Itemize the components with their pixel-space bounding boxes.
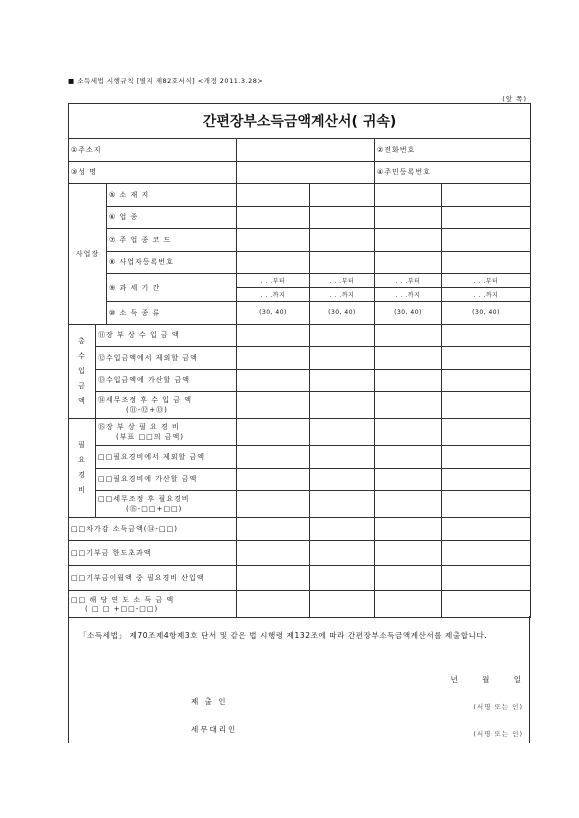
workplace-label: 사업장: [69, 184, 107, 325]
cell[interactable]: [310, 446, 375, 469]
period-from[interactable]: . . .부터: [310, 274, 375, 288]
declaration-text: 「소득세법」 제70조제4항제3호 단서 및 같은 법 시행령 제132조에 따라 간편장부소득금액계산서를 제출합니다.: [79, 631, 488, 640]
address-field[interactable]: [237, 139, 375, 162]
row-adjusted-revenue: [96, 392, 237, 419]
date-line[interactable]: 년 월 일: [450, 675, 523, 684]
cell[interactable]: [375, 419, 442, 446]
phone-label: ②전화번호: [375, 139, 531, 162]
period-to[interactable]: . . .까지: [442, 288, 531, 302]
adjusted-expense-formula: (⑮-□□+□□): [126, 505, 183, 513]
period-to[interactable]: . . .까지: [310, 288, 375, 302]
cell[interactable]: [375, 369, 442, 392]
period-from[interactable]: . . .부터: [442, 274, 531, 288]
row-net-income: □□차가감 소득금액(⑭-□□): [69, 518, 237, 541]
cell[interactable]: [442, 206, 531, 229]
cell[interactable]: [237, 468, 310, 491]
cell[interactable]: [442, 347, 531, 370]
row-year-income: [69, 590, 237, 617]
cell[interactable]: [375, 518, 442, 541]
cell[interactable]: [310, 468, 375, 491]
cell[interactable]: [237, 324, 310, 347]
book-expense-sub: (부표 □□의 금액): [116, 433, 184, 441]
cell[interactable]: [310, 419, 375, 446]
cell[interactable]: [237, 206, 310, 229]
row-location: ⑤ 소 재 지: [107, 184, 237, 207]
cell[interactable]: [442, 251, 531, 274]
resident-no-label: ④주민등록번호: [375, 161, 531, 184]
income-type-value: (30, 40): [442, 302, 531, 325]
declaration-section: [68, 616, 530, 743]
cell[interactable]: [237, 590, 310, 617]
cell[interactable]: [237, 251, 310, 274]
cell[interactable]: [375, 491, 442, 518]
address-label: ①주소지: [69, 139, 237, 162]
expense-group-label: 필 요 경 비: [69, 419, 96, 518]
row-adjusted-expense: [96, 491, 237, 518]
cell[interactable]: [310, 565, 375, 590]
row-business-code: ⑦ 주 업 종 코 드: [107, 229, 237, 252]
cell[interactable]: [375, 347, 442, 370]
cell[interactable]: [237, 347, 310, 370]
cell[interactable]: [375, 184, 442, 207]
cell[interactable]: [237, 369, 310, 392]
row-registration-no: ⑧ 사업자등록번호: [107, 251, 237, 274]
income-type-value: (30, 40): [237, 302, 310, 325]
cell[interactable]: [442, 369, 531, 392]
cell[interactable]: [442, 184, 531, 207]
period-from[interactable]: . . .부터: [237, 274, 310, 288]
name-field[interactable]: [237, 161, 375, 184]
period-from[interactable]: . . .부터: [375, 274, 442, 288]
row-revenue-add: ⑬수입금액에 가산할 금액: [96, 369, 237, 392]
cell[interactable]: [375, 206, 442, 229]
cell[interactable]: [375, 229, 442, 252]
cell[interactable]: [310, 251, 375, 274]
cell[interactable]: [237, 565, 310, 590]
year-income-formula: ( □ □ +□□-□□): [85, 604, 159, 613]
cell[interactable]: [375, 468, 442, 491]
cell[interactable]: [442, 491, 531, 518]
agent-label: 세무대리인: [191, 725, 238, 734]
cell[interactable]: [237, 446, 310, 469]
name-label: ③성 명: [69, 161, 237, 184]
cell[interactable]: [375, 565, 442, 590]
form-title: 간편장부소득금액계산서( 귀속): [69, 104, 531, 139]
cell[interactable]: [375, 392, 442, 419]
cell[interactable]: [442, 419, 531, 446]
year-income-label: □□ 해 당 연 도 소 득 금 액: [71, 595, 175, 604]
period-to[interactable]: . . .까지: [375, 288, 442, 302]
cell[interactable]: [310, 206, 375, 229]
form-header: ■ 소득세법 시행규칙 [별지 제82호서식] <개정 2011.3.28>: [68, 77, 264, 85]
row-expense-exclude: □□필요경비에서 제외할 금액: [96, 446, 237, 469]
row-tax-period: ⑨ 과 세 기 간: [107, 274, 237, 302]
row-business-type: ⑥ 업 종: [107, 206, 237, 229]
cell[interactable]: [237, 392, 310, 419]
cell[interactable]: [310, 369, 375, 392]
cell[interactable]: [237, 184, 310, 207]
cell[interactable]: [375, 590, 442, 617]
cell[interactable]: [310, 184, 375, 207]
cell[interactable]: [442, 565, 531, 590]
cell[interactable]: [375, 324, 442, 347]
agent-signature[interactable]: (서명 또는 인): [473, 730, 523, 738]
cell[interactable]: [375, 251, 442, 274]
book-expense-label: ⑮장 부 상 필 요 경 비: [98, 423, 180, 431]
revenue-group-label: 총 수 입 금 액: [69, 324, 96, 419]
submitter-signature[interactable]: (서명 또는 인): [473, 703, 523, 711]
cell[interactable]: [310, 491, 375, 518]
period-to[interactable]: . . .까지: [237, 288, 310, 302]
cell[interactable]: [237, 419, 310, 446]
cell[interactable]: [442, 468, 531, 491]
income-type-value: (30, 40): [375, 302, 442, 325]
row-income-type: ⑩ 소 득 종 류: [107, 302, 237, 325]
income-calculation-form: [68, 103, 531, 618]
cell[interactable]: [237, 518, 310, 541]
cell[interactable]: [237, 491, 310, 518]
row-revenue-exclude: ⑫수입금액에서 제외할 금액: [96, 347, 237, 370]
cell[interactable]: [442, 518, 531, 541]
cell[interactable]: [237, 540, 310, 565]
cell[interactable]: [442, 392, 531, 419]
row-expense-add: □□필요경비에 가산할 금액: [96, 468, 237, 491]
income-type-value: (30, 40): [310, 302, 375, 325]
cell[interactable]: [237, 229, 310, 252]
cell[interactable]: [310, 518, 375, 541]
cell[interactable]: [310, 540, 375, 565]
cell[interactable]: [442, 229, 531, 252]
row-book-expense: [96, 419, 237, 446]
adjusted-revenue-label: ⑭세무조정 후 수 입 금 액: [98, 396, 192, 404]
cell[interactable]: [310, 590, 375, 617]
row-donation-excess: □□기부금 한도초과액: [69, 540, 237, 565]
submitter-label: 제 출 인: [191, 697, 228, 706]
cell[interactable]: [442, 446, 531, 469]
adjusted-expense-label: □□세무조정 후 필요경비: [98, 495, 190, 503]
cell[interactable]: [442, 590, 531, 617]
adjusted-revenue-formula: (⑪-⑫+⑬): [126, 406, 168, 414]
cell[interactable]: [442, 324, 531, 347]
cell[interactable]: [310, 229, 375, 252]
cell[interactable]: [375, 540, 442, 565]
cell[interactable]: [375, 446, 442, 469]
row-book-revenue: ⑪장 부 상 수 입 금 액: [96, 324, 237, 347]
cell[interactable]: [310, 392, 375, 419]
page-side-label: (앞 쪽): [502, 95, 527, 103]
cell[interactable]: [310, 324, 375, 347]
cell[interactable]: [442, 540, 531, 565]
cell[interactable]: [310, 347, 375, 370]
row-donation-carryover: □□기부금이월액 중 필요경비 산입액: [69, 565, 237, 590]
